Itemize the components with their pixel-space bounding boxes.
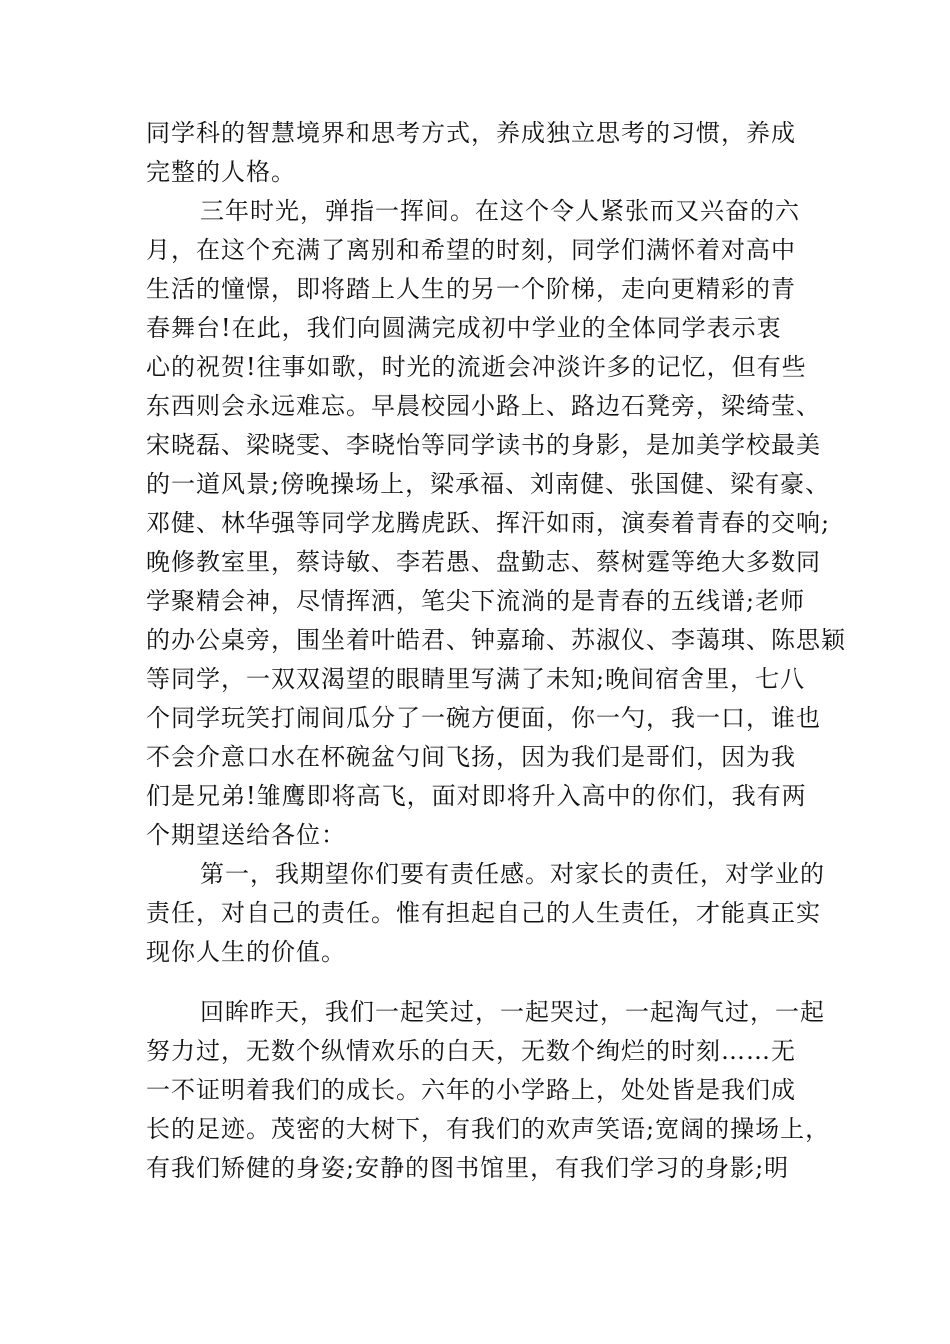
section-1: [146, 114, 846, 972]
text-line: 的一道风景;傍晚操场上，梁承福、刘南健、张国健、梁有豪、: [146, 470, 831, 498]
text-line: 努力过，无数个纵情欢乐的白天，无数个绚烂的时刻……无: [146, 1037, 796, 1065]
text-line: 个同学玩笑打闹间瓜分了一碗方便面，你一勺，我一口，谁也: [146, 704, 821, 732]
text-line: 一不证明着我们的成长。六年的小学路上，处处皆是我们成: [146, 1076, 796, 1104]
text-line: 东西则会永远难忘。早晨校园小路上、路边石凳旁，梁绮莹、: [146, 392, 821, 420]
paragraph-start-line: 第一，我期望你们要有责任感。对家长的责任，对学业的: [200, 860, 825, 888]
text-line: 月，在这个充满了离别和希望的时刻，同学们满怀着对高中: [146, 236, 796, 264]
text-line: 同学科的智慧境界和思考方式，养成独立思考的习惯，养成: [146, 119, 796, 147]
text-line: 心的祝贺!往事如歌，时光的流逝会冲淡许多的记忆，但有些: [146, 353, 807, 381]
text-line: 们是兄弟!雏鹰即将高飞，面对即将升入高中的你们，我有两: [146, 782, 807, 810]
text-line: 完整的人格。: [146, 158, 296, 186]
text-line: 长的足迹。茂密的大树下，有我们的欢声笑语;宽阔的操场上，: [146, 1115, 831, 1143]
text-line: 责任，对自己的责任。惟有担起自己的人生责任，才能真正实: [146, 899, 821, 927]
text-line: 春舞台!在此，我们向圆满完成初中学业的全体同学表示衷: [146, 314, 782, 342]
text-line: 宋晓磊、梁晓雯、李晓怡等同学读书的身影，是加美学校最美: [146, 431, 821, 459]
text-line: 邓健、林华强等同学龙腾虎跃、挥汗如雨，演奏着青春的交响;: [146, 509, 831, 537]
text-line: 生活的憧憬，即将踏上人生的另一个阶梯，走向更精彩的青: [146, 275, 796, 303]
text-line: 个期望送给各位：: [146, 821, 346, 849]
text-line: 有我们矫健的身姿;安静的图书馆里，有我们学习的身影;明: [146, 1154, 790, 1182]
section-2: [146, 993, 831, 1188]
text-line: 学聚精会神，尽情挥洒，笔尖下流淌的是青春的五线谱;老师: [146, 587, 806, 615]
text-line: 的办公桌旁，围坐着叶皓君、钟嘉瑜、苏淑仪、李蔼琪、陈思颖: [146, 626, 846, 654]
text-line: 等同学，一双双渴望的眼睛里写满了未知;晚间宿舍里，七八: [146, 665, 806, 693]
paragraph-start-line: 回眸昨天，我们一起笑过，一起哭过，一起淘气过，一起: [200, 998, 825, 1026]
text-line: 晚修教室里，蔡诗敏、李若愚、盘勤志、蔡树霆等绝大多数同: [146, 548, 821, 576]
text-line: 现你人生的价值。: [146, 938, 346, 966]
text-line: 不会介意口水在杯碗盆勺间飞扬，因为我们是哥们，因为我: [146, 743, 796, 771]
paragraph-start-line: 三年时光，弹指一挥间。在这个令人紧张而又兴奋的六: [200, 197, 800, 225]
